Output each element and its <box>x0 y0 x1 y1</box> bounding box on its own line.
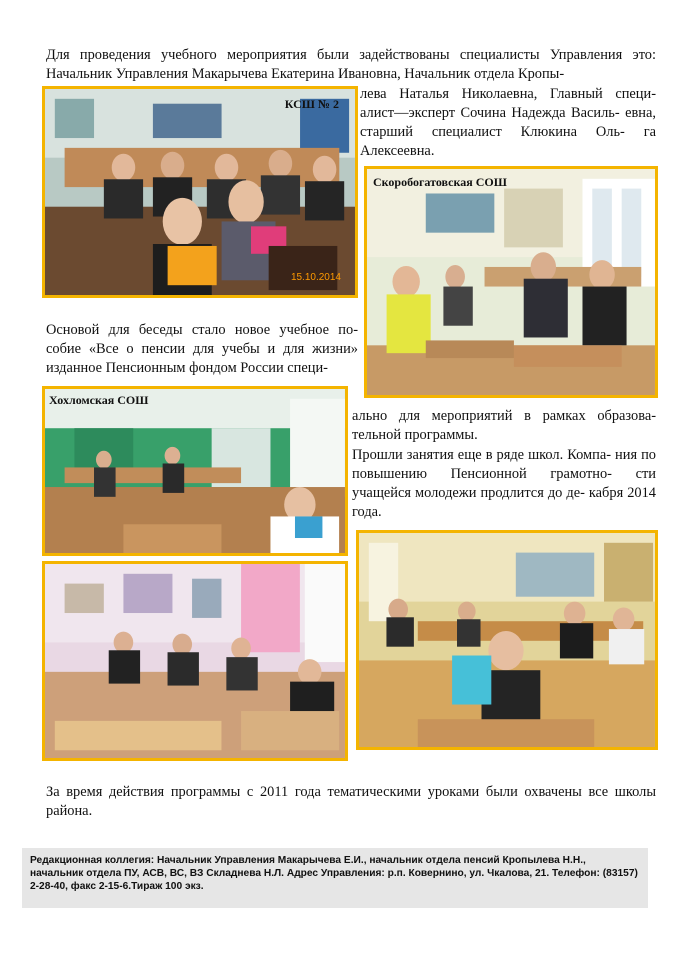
footer-text: Редакционная коллегия: Начальник Управления Макарычева Е.И., начальник отдела пенсий Кропылева Н.Н., начальник отдела ПУ, АСВ, ВС, ВЗ Складнева Н.Л. Адрес Управления: р.п. Ковернино, ул. Чкалова, 21. Телефон: (83157) 2-28-40, факс 2-15-6.Тираж 100 экз. <box>30 855 638 892</box>
classroom-photo-3 <box>45 389 345 556</box>
photo-ksh-2 <box>42 86 358 298</box>
photo-classroom-5 <box>356 530 658 750</box>
closing-paragraph: За время действия программы с 2011 года тематическими уроками были охвачены все школы района. <box>46 784 656 819</box>
classroom-photo-1 <box>45 89 355 297</box>
photo-caption: Хохломская СОШ <box>49 393 149 407</box>
photo-caption: Скоробогатовская СОШ <box>373 175 507 189</box>
classes-paragraph: Прошли занятия еще в ряде школ. Компа- ния по повышению Пенсионной грамотно- сти учащейся молодежи продлится до де- кабря 2014 года. <box>352 447 656 520</box>
classroom-photo-4 <box>45 564 345 760</box>
photo-skorobogatovskaya <box>364 166 658 398</box>
editorial-footer <box>22 848 648 908</box>
intro-paragraph: Для проведения учебного мероприятия были задействованы специалисты Управления это: Начальник Управления Макарычева Екатерина Ивановна, Начальник отдела Кропы- <box>46 47 656 82</box>
basis-paragraph: Основой для беседы стало новое учебное по- собие «Все о пенсии для учебы и для жизни» изданное Пенсионным фондом России специ- <box>46 322 358 376</box>
intro-paragraph-continued: лева Наталья Николаевна, Главный специ- алист—эксперт Сочина Надежда Василь- евна, старший специалист Клюкина Оль- га Алексеевна. <box>360 86 656 159</box>
basis-paragraph-continued: ально для мероприятий в рамках образова- тельной программы. <box>352 408 656 443</box>
photo-classroom-4 <box>42 561 348 761</box>
photo-caption: КСШ № 2 <box>284 97 339 111</box>
classroom-photo-2 <box>367 169 655 396</box>
photo-date-stamp: 15.10.2014 <box>290 272 341 283</box>
photo-khokhlomskaya <box>42 386 348 556</box>
classroom-photo-5 <box>359 533 655 749</box>
